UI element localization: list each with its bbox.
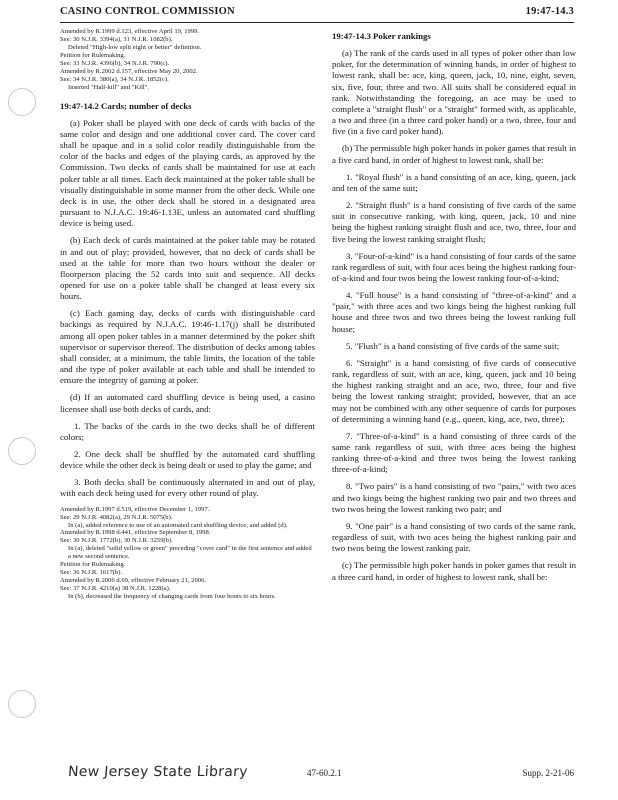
list-item: 6. "Straight" is a hand consisting of five cards of consecutive rank, regardless of suit, with an ace, king, queen, jack and 10 being the highest ranking straight and an ace, two, three, four and five being the lowest ranking straight; provided, however, that an ace may not be combined with any other sequence of cards for purposes of determining a winning hand (e.g., queen, king, ace, two, three); xyxy=(332,357,576,424)
right-column xyxy=(332,28,576,589)
paragraph-a: (a) Poker shall be played with one deck of cards with backs of the same color and design and one additional cover card. The cover card shall be opaque and in a solid color readily distinguishable from the color of the backs and edges of the playing cards, as approved by the Commission. Two decks of cards shall be maintained for use at each poker table at all times. Each deck maintained at the poker table shall be visually distinguishable in some manner from the other deck. While one deck is in use, the other deck shall be stored in a designated area pursuant to N.J.A.C. 19:46-1.13E, unless an automated card shuffling device is being used. xyxy=(60,117,315,229)
history-line: In (b), decreased the frequency of changing cards from four hours to six hours. xyxy=(68,593,276,601)
history-line: Amended by R.1999 d.123, effective April 19, 1999. xyxy=(60,28,200,35)
history-line: In (a), added reference to use of an automated card shuffling device; and added (d). xyxy=(68,521,288,529)
history-line: Amended by R.2006 d.69, effective February 21, 2006. xyxy=(60,577,207,585)
list-item: 3. "Four-of-a-kind" is a hand consisting of four cards of the same rank regardless of suit, with four aces being the highest ranking four-of-a-kind and four twos being the lowest ranking four-of-a-kind; xyxy=(332,250,576,283)
list-item: 8. "Two pairs" is a hand consisting of two "pairs," with two aces and two kings being the highest ranking two pair and two threes and two twos being the lowest ranking two pair; and xyxy=(332,481,576,514)
list-item: 2. "Straight flush" is a hand consisting of five cards of the same suit in consecutive ranking, with king, queen, jack, 10 and nine being the highest ranking straight flush and ace, two, three, four and five being the lowest ranking straight flush; xyxy=(332,200,576,244)
page-number: 47-60.2.1 xyxy=(307,768,342,778)
header-section: 19:47-14.3 xyxy=(525,6,574,17)
history-line: Petition for Rulemaking. xyxy=(60,561,126,569)
paragraph-c: (c) The permissible high poker hands in poker games that result in a three card hand, in order of highest to lowest rank, shall be: xyxy=(332,560,576,582)
paragraph-b: (b) Each deck of cards maintained at the poker table may be rotated in and out of play; provided, however, that no deck of cards shall be used at the table for more than two hours without the dealer or floorperson placing the 52 cards into suit and sequence. All decks opened for use on a poker table shall be changed at least every six hours. xyxy=(60,235,315,302)
list-item: 7. "Three-of-a-kind" is a hand consisting of three cards of the same rank regardless of suit, with three aces being the highest ranking three-of-a-kind and three twos being the lowest ranking three-of-a-kind; xyxy=(332,430,576,475)
history-line: Amended by R.1998 d.441, effective September 8, 1998. xyxy=(60,529,211,537)
history-line: See: 30 N.J.R. 1772(b), 30 N.J.R. 3259(b). xyxy=(60,537,173,545)
paragraph-d: (d) If an automated card shuffling device is being used, a casino licensee shall use both decks of cards, and: xyxy=(60,392,315,414)
history-line: See: 29 N.J.R. 4082(a), 29 N.J.R. 5075(b). xyxy=(60,513,173,521)
section-heading-14-3: 19:47-14.3 Poker rankings xyxy=(332,31,431,41)
list-item: 3. Both decks shall be continuously alternated in and out of play, with each deck being used for every other round of play. xyxy=(60,477,315,499)
list-item: 5. "Flush" is a hand consisting of five cards of the same suit; xyxy=(346,340,560,351)
page-footer xyxy=(60,766,574,788)
history-line: See: 34 N.J.R. 380(a), 34 N.J.R. 1852(c). xyxy=(60,75,169,83)
running-header xyxy=(60,6,574,22)
history-line: Inserted "Half-kill" and "Kill". xyxy=(68,83,150,91)
paragraph-c: (c) Each gaming day, decks of cards with distinguishable card backings as required by N.J.A.C. 19:46-1.17(j) shall be distributed among all open poker tables in a manner determined by the poker shift supervisor or supervisor thereof. The distribution of decks among tables shall consider, at a minimum, the table limits, the location of the table and the type of poker available at each table and shall be intended to ensure the integrity of gaming at poker. xyxy=(60,308,315,386)
punch-hole-middle xyxy=(8,437,36,465)
section-heading-14-2: 19:47-14.2 Cards; number of decks xyxy=(60,100,192,111)
history-note-top xyxy=(60,28,315,92)
header-agency: CASINO CONTROL COMMISSION xyxy=(60,6,235,17)
list-item: 2. One deck shall be shuffled by the automated card shuffling device while the other deck is being dealt or used to play the game; and xyxy=(60,449,315,471)
library-stamp: New Jersey State Library xyxy=(67,764,249,780)
punch-hole-bottom xyxy=(8,690,36,718)
history-line: See: 36 N.J.R. 1617(b). xyxy=(60,569,123,577)
left-column xyxy=(60,28,315,601)
list-item: 1. The backs of the cards in the two decks shall be of different colors; xyxy=(60,420,315,442)
history-line: Amended by R.2002 d.157, effective May 20, 2002. xyxy=(60,67,198,75)
punch-hole-top xyxy=(8,88,36,116)
history-line: See: 30 N.J.R. 3394(a), 31 N.J.R. 1082(b). xyxy=(60,35,173,43)
header-rule xyxy=(60,22,574,23)
history-line: See: 33 N.J.R. 4396(b), 34 N.J.R. 790(c). xyxy=(60,59,170,67)
history-line: Amended by R.1997 d.519, effective December 1, 1997. xyxy=(60,505,210,513)
history-line: In (a), deleted "solid yellow or green" preceding "cover card" in the first sentence and added a new second sentence. xyxy=(68,545,312,561)
history-line: Petition for Rulemaking. xyxy=(60,51,126,59)
paragraph-a: (a) The rank of the cards used in all types of poker other than low poker, for the determination of winning hands, in order of highest to lowest rank, shall be: ace, king, queen, jack, 10, nine, eight, seven, six, five, four, three and two. All suits shall be considered equal in rank. Notwithstanding the foregoing, an ace may be used to complete a "straight flush" or a "straight" formed with, as applicable, a two and three (in a three card poker hand) or a two, three, four and five (in a five card poker hand). xyxy=(332,48,576,137)
supplement-date: Supp. 2-21-06 xyxy=(522,768,574,778)
history-line: Deleted "High-low split eight or better" definition. xyxy=(68,43,202,51)
paragraph-b: (b) The permissible high poker hands in poker games that result in a five card hand, in order of highest to lowest rank, shall be: xyxy=(332,143,576,165)
history-line: See: 37 N.J.R. 4210(a) 38 N.J.R. 1228(a). xyxy=(60,585,171,593)
list-item: 4. "Full house" is a hand consisting of "three-of-a-kind" and a "pair," with three aces and two kings being the highest ranking full house and three twos and two threes being the lowest ranking full house; xyxy=(332,290,576,334)
list-item: 1. "Royal flush" is a hand consisting of an ace, king, queen, jack and ten of the same suit; xyxy=(332,171,576,193)
list-item: 9. "One pair" is a hand consisting of two cards of the same rank, regardless of suit, with two aces being the highest ranking pair and two twos being the lowest ranking pair. xyxy=(332,520,576,554)
history-note-14-2 xyxy=(60,506,315,601)
